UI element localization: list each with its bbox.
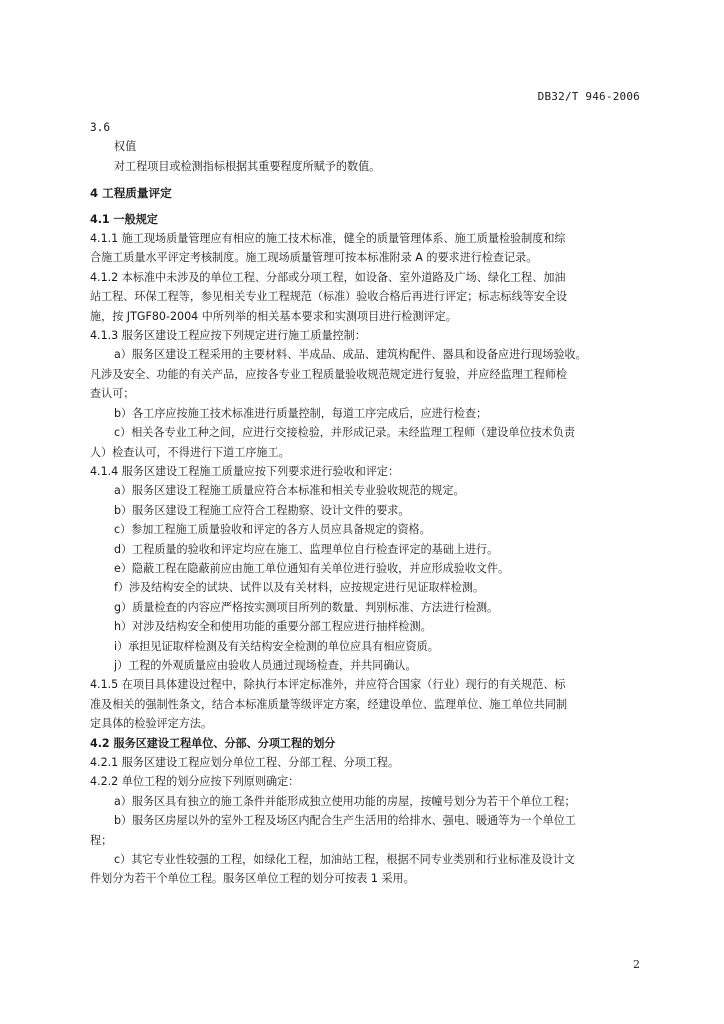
section-heading: 4.1 一般规定: [90, 212, 158, 226]
clause-line: c）参加工程施工质量验收和评定的各方人员应具备规定的资格。: [114, 523, 431, 537]
clause-line: 4.2.2 单位工程的划分应按下列原则确定：: [90, 775, 300, 789]
clause-line: 站工程、环保工程等，参见相关专业工程规范（标准）验收合格后再进行评定；标志标线等安全设: [90, 290, 568, 304]
clause-line: j）工程的外观质量应由验收人员通过现场检查，并共同确认。: [114, 658, 417, 672]
clause-line: 4.1.5 在项目具体建设过程中，除执行本评定标准外，并应符合国家（行业）现行的有关规范、标: [90, 678, 566, 692]
term-name: 权值: [114, 140, 137, 154]
clause-line: 4.1.2 本标准中未涉及的单位工程、分部或分项工程，如设备、室外道路及广场、绿化工程、加油: [90, 270, 566, 284]
clause-line: 定具体的检验评定方法。: [90, 717, 213, 731]
clause-line: a）服务区具有独立的施工条件并能形成独立使用功能的房屋，按幢号划分为若干个单位工程；: [114, 794, 576, 808]
clause-line: 程；: [90, 833, 113, 847]
clause-line: 查认可；: [90, 387, 135, 401]
clause-lines: [90, 210, 642, 889]
clause-line: 施，按 JTGF80-2004 中所列举的相关基本要求和实测项目进行检测评定。: [90, 309, 457, 323]
clause-line: e）隐蔽工程在隐蔽前应由施工单位通知有关单位进行验收，并应形成验收文件。: [114, 561, 510, 575]
clause-line: c）其它专业性较强的工程，如绿化工程，加油站工程，根据不同专业类别和行业标准及设计文: [114, 853, 575, 867]
clause-line: c）相关各专业工种之间，应进行交接检验，并形成记录。未经监理工程师（建设单位技术负责: [114, 426, 575, 440]
clause-line: a）服务区建设工程采用的主要材料、半成品、成品、建筑构配件、器具和设备应进行现场验收。: [114, 348, 587, 362]
clause-line: i）承担见证取样检测及有关结构安全检测的单位应具有相应资质。: [114, 639, 439, 653]
page-number: 2: [633, 958, 640, 971]
standard-code: DB32/T 946-2006: [537, 90, 640, 103]
clause-line: 凡涉及安全、功能的有关产品，应按各专业工程质量验收规范规定进行复验，并应经监理工程师检: [90, 367, 568, 381]
clause-line: 准及相关的强制性条文，结合本标准质量等级评定方案，经建设单位、监理单位、施工单位共同制: [90, 697, 568, 711]
chapter-title: 4 工程质量评定: [90, 186, 172, 201]
clause-line: b）服务区房屋以外的室外工程及场区内配合生产生活用的给排水、强电、暖通等为一个单位工: [114, 814, 576, 828]
clause-line: b）各工序应按施工技术标准进行质量控制，每道工序完成后，应进行检查；: [114, 406, 488, 420]
clause-line: f）涉及结构安全的试块、试件以及有关材料，应按规定进行见证取样检测。: [114, 581, 485, 595]
clause-line: 4.1.3 服务区建设工程应按下列规定进行施工质量控制：: [90, 329, 366, 343]
term-definition: 对工程项目或检测指标根据其重要程度所赋予的数值。: [114, 159, 381, 173]
term-number: 3.6: [90, 121, 111, 134]
clause-line: 人）检查认可，不得进行下道工序施工。: [90, 445, 290, 459]
clause-line: a）服务区建设工程施工质量应符合本标准和相关专业验收规范的规定。: [114, 484, 465, 498]
clause-line: d）工程质量的验收和评定均应在施工、监理单位自行检查评定的基础上进行。: [114, 542, 499, 556]
document-body: [90, 118, 642, 889]
clause-line: 合施工质量水平评定考核制度。施工现场质量管理可按本标准附录 A 的要求进行检查记录。: [90, 251, 538, 265]
clause-line: b）服务区建设工程施工应符合工程勘察、设计文件的要求。: [114, 503, 410, 517]
section-heading: 4.2 服务区建设工程单位、分部、分项工程的划分: [90, 736, 336, 750]
clause-line: 4.2.1 服务区建设工程应划分单位工程、分部工程、分项工程。: [90, 756, 400, 769]
clause-line: 4.1.4 服务区建设工程施工质量应按下列要求进行验收和评定：: [90, 464, 400, 478]
clause-line: 4.1.1 施工现场质量管理应有相应的施工技术标准，健全的质量管理体系、施工质量检验制度和综: [90, 232, 566, 246]
clause-line: h）对涉及结构安全和使用功能的重要分部工程应进行抽样检测。: [114, 620, 432, 634]
clause-line: g）质量检查的内容应严格按实测项目所列的数量、判别标准、方法进行检测。: [114, 600, 499, 614]
clause-line: 件划分为若干个单位工程。服务区单位工程的划分可按表 1 采用。: [90, 872, 415, 886]
